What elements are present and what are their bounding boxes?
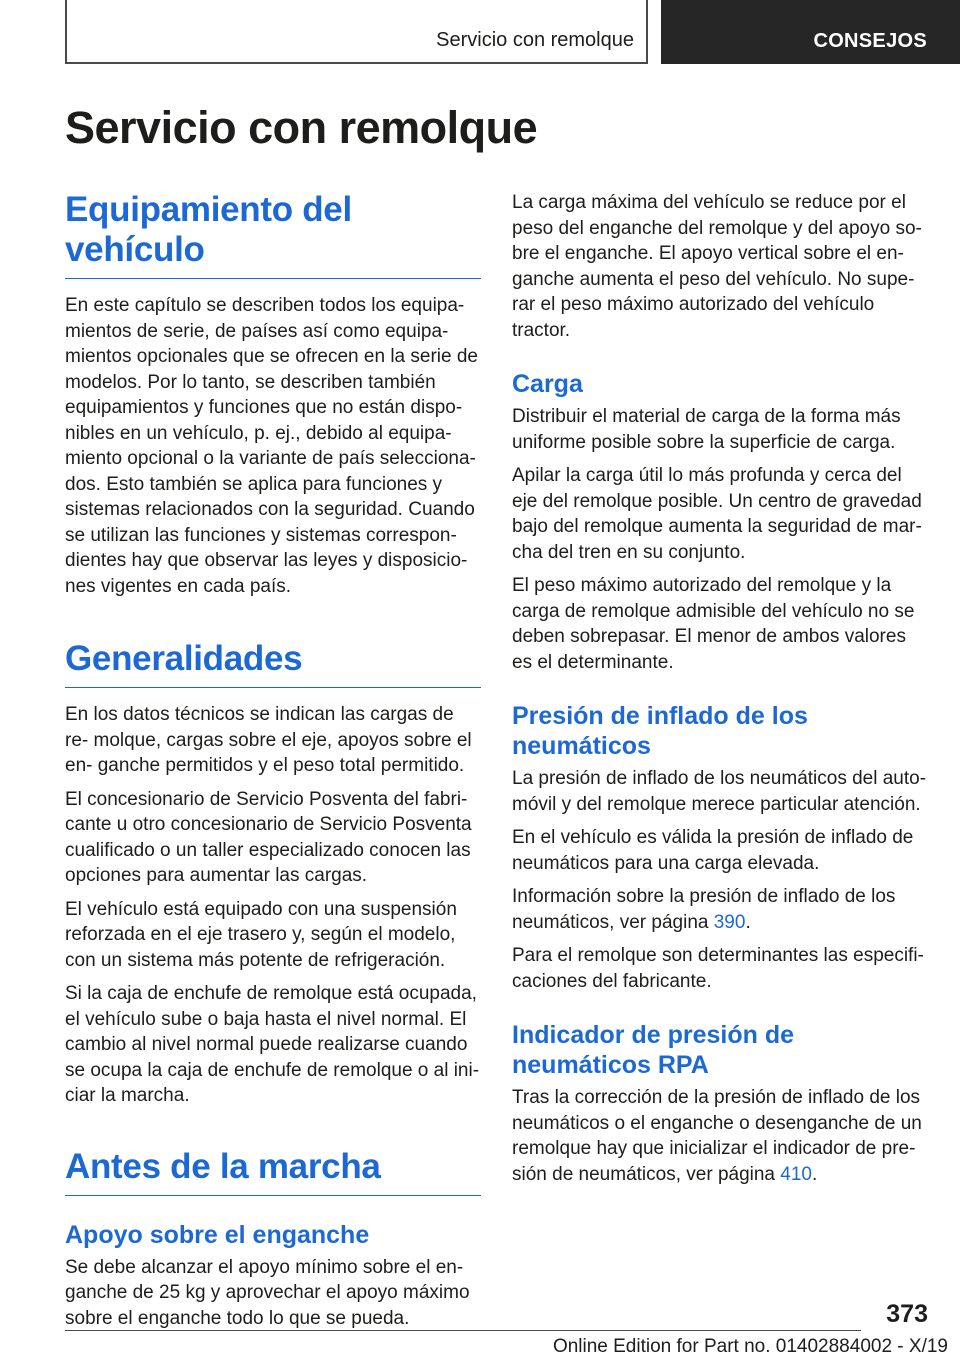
subheading-apoyo: Apoyo sobre el enganche: [65, 1220, 370, 1249]
page-link-410[interactable]: 410: [780, 1163, 812, 1185]
reference-text: Información sobre la presión de inflado de los neumáticos, ver página: [512, 886, 896, 933]
paragraph: En los datos técnicos se indican las cargas de re‐ molque, cargas sobre el eje, apoyos sobre el en‐ ganche permitidos y el peso total permitido.: [65, 704, 472, 776]
paragraph: La carga máxima del vehículo se reduce por el peso del enganche del remolque y del apoyo so‐ bre el enganche. El apoyo vertical sobre el en‐ ganche aumenta el peso del vehículo. No supe‐ rar el peso máximo autorizado del vehículo tractor.: [512, 192, 922, 341]
paragraph: Apilar la carga útil lo más profunda y cerca del eje del remolque posible. Un centro de gravedad bajo del remolque aumenta la seguridad de mar‐ cha del tren en su conjunto.: [512, 465, 922, 563]
page-number: 373: [886, 1300, 928, 1328]
paragraph: En el vehículo es válida la presión de inflado de neumáticos para una carga elevada.: [512, 827, 914, 874]
paragraph: Se debe alcanzar el apoyo mínimo sobre el en‐ ganche de 25 kg y aprovechar el apoyo máximo sobre el enganche todo lo que se pueda.: [65, 1256, 470, 1329]
reference-end: .: [811, 1163, 818, 1185]
chapter-tab[interactable]: [661, 0, 960, 64]
header-section-box: [65, 0, 648, 64]
paragraph: El vehículo está equipado con una suspensión reforzada en el eje trasero y, según el modelo, con un sistema más potente de refrigeración.: [65, 898, 457, 971]
page-title: Servicio con remolque: [65, 102, 538, 153]
right-column: [512, 190, 928, 1195]
paragraph-with-reference: [512, 1085, 928, 1187]
reference-end: .: [745, 911, 751, 933]
heading-equipamiento: Equipamiento del vehículo: [65, 190, 481, 279]
left-column: [65, 190, 481, 1339]
paragraph: El peso máximo autorizado del remolque y la carga de remolque admisible del vehículo no se deben sobrepasar. El menor de ambos valores es el determinante.: [512, 575, 915, 673]
heading-presion: Presión de inflado de los neumáticos: [512, 702, 808, 760]
reference-text: Tras la corrección de la presión de inflado de los neumáticos o el enganche o desenganche de un remolque hay que inicializar el indicador de pre‐ sión de neumáticos, ver página: [512, 1087, 922, 1185]
paragraph: En este capítulo se describen todos los equipa‐ mientos de serie, de países así como equipa‐ mientos opcionales que se ofrecen en la serie de modelos. Por lo tanto, se describen también equipamientos y funciones que no están dispo‐ nibles en un vehículo, p. ej., debido al equipa‐ miento opcional o la variante de país selecciona‐ dos. Esto también se aplica para funciones y sistemas relacionados con la seguridad. Cuando se utilizan las funciones y sistemas correspon‐ dientes hay que observar las leyes y disposicio‐ nes vigentes en cada país.: [65, 295, 478, 597]
paragraph: Si la caja de enchufe de remolque está ocupada, el vehículo sube o baja hasta el nivel normal. El cambio al nivel normal puede realizarse cuando se ocupa la caja de enchufe de remolque o al ini‐ ciar la marcha.: [65, 983, 480, 1106]
paragraph-with-reference: [512, 884, 928, 935]
paragraph: La presión de inflado de los neumáticos del auto‐ móvil y del remolque merece particular atención.: [512, 768, 927, 815]
page-link-390[interactable]: 390: [713, 911, 746, 933]
heading-antes-de-la-marcha: Antes de la marcha: [65, 1147, 481, 1196]
header-section-title: Servicio con remolque: [436, 29, 634, 51]
paragraph: El concesionario de Servicio Posventa del fabri‐ cante u otro concesionario de Servicio Posventa cualificado o un taller especializado conocen las opciones para aumentar las cargas.: [65, 788, 472, 886]
heading-rpa: Indicador de presión de neumáticos RPA: [512, 1021, 794, 1079]
paragraph: Para el remolque son determinantes las especifi‐ caciones del fabricante.: [512, 945, 924, 992]
chapter-tab-label: CONSEJOS: [813, 30, 927, 52]
footer-edition: Online Edition for Part no. 01402884002 - X/19: [552, 1336, 948, 1357]
heading-carga: Carga: [512, 370, 583, 398]
paragraph: Distribuir el material de carga de la forma más uniforme posible sobre la superficie de carga.: [512, 406, 901, 453]
heading-generalidades: Generalidades: [65, 639, 481, 688]
footer-divider: [65, 1330, 861, 1331]
